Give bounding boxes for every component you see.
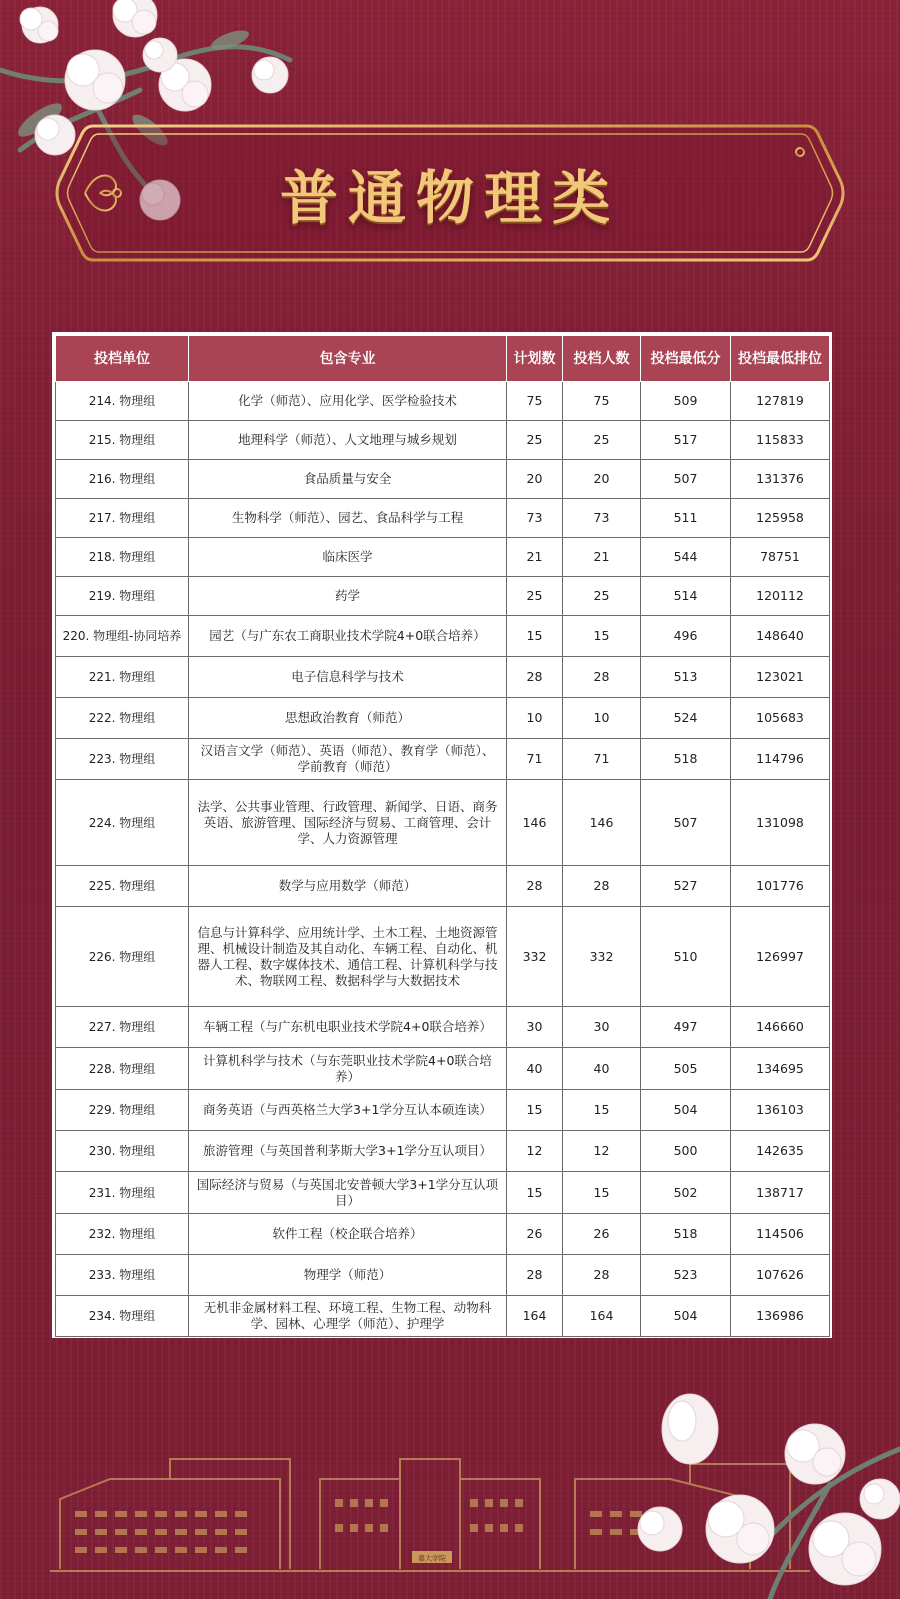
cell-unit: 216. 物理组 <box>56 460 189 499</box>
cell-major: 法学、公共事业管理、行政管理、新闻学、日语、商务英语、旅游管理、国际经济与贸易、工商管理、会计学、人力资源管理 <box>189 780 507 866</box>
header-min-score: 投档最低分 <box>641 336 731 382</box>
cell-plan: 12 <box>507 1131 563 1172</box>
cell-major: 汉语言文学（师范）、英语（师范）、教育学（师范）、学前教育（师范） <box>189 739 507 780</box>
cell-unit: 228. 物理组 <box>56 1048 189 1090</box>
cell-unit: 229. 物理组 <box>56 1090 189 1131</box>
cell-admitted: 75 <box>563 382 641 421</box>
cell-plan: 164 <box>507 1296 563 1337</box>
cell-major: 物理学（师范） <box>189 1255 507 1296</box>
table-row <box>56 1131 830 1172</box>
cell-plan: 146 <box>507 780 563 866</box>
cell-min-score: 504 <box>641 1090 731 1131</box>
table-row <box>56 538 830 577</box>
cell-min-rank: 125958 <box>731 499 830 538</box>
cell-major: 无机非金属材料工程、环境工程、生物工程、动物科学、园林、心理学（师范）、护理学 <box>189 1296 507 1337</box>
cell-min-rank: 131376 <box>731 460 830 499</box>
cell-min-score: 513 <box>641 657 731 698</box>
cell-major: 临床医学 <box>189 538 507 577</box>
building-label: 嘉大学院 <box>418 1554 446 1563</box>
cell-major: 化学（师范）、应用化学、医学检验技术 <box>189 382 507 421</box>
cell-plan: 20 <box>507 460 563 499</box>
cell-unit: 225. 物理组 <box>56 866 189 907</box>
cell-unit: 232. 物理组 <box>56 1214 189 1255</box>
cell-admitted: 10 <box>563 698 641 739</box>
table-row <box>56 1296 830 1337</box>
cell-plan: 30 <box>507 1007 563 1048</box>
cell-major: 生物科学（师范）、园艺、食品科学与工程 <box>189 499 507 538</box>
cell-admitted: 332 <box>563 907 641 1007</box>
cell-min-rank: 114506 <box>731 1214 830 1255</box>
table-row <box>56 382 830 421</box>
cell-min-rank: 136103 <box>731 1090 830 1131</box>
cell-major: 软件工程（校企联合培养） <box>189 1214 507 1255</box>
title-banner <box>55 122 845 264</box>
cell-plan: 71 <box>507 739 563 780</box>
cell-min-score: 514 <box>641 577 731 616</box>
cell-plan: 28 <box>507 657 563 698</box>
header-plan: 计划数 <box>507 336 563 382</box>
page-title: 普通物理类 <box>279 164 620 232</box>
header-unit: 投档单位 <box>56 336 189 382</box>
cell-unit: 221. 物理组 <box>56 657 189 698</box>
cell-major: 车辆工程（与广东机电职业技术学院4+0联合培养） <box>189 1007 507 1048</box>
cell-admitted: 40 <box>563 1048 641 1090</box>
cell-min-rank: 138717 <box>731 1172 830 1214</box>
cell-major: 数学与应用数学（师范） <box>189 866 507 907</box>
cell-min-rank: 105683 <box>731 698 830 739</box>
cell-min-score: 524 <box>641 698 731 739</box>
table-row <box>56 1172 830 1214</box>
cell-unit: 224. 物理组 <box>56 780 189 866</box>
cell-min-score: 518 <box>641 739 731 780</box>
table-row <box>56 460 830 499</box>
cell-admitted: 28 <box>563 1255 641 1296</box>
cell-major: 信息与计算科学、应用统计学、土木工程、土地资源管理、机械设计制造及其自动化、车辆工程、自动化、机器人工程、数字媒体技术、通信工程、计算机科学与技术、物联网工程、数据科学与大数据技术 <box>189 907 507 1007</box>
cell-min-score: 518 <box>641 1214 731 1255</box>
cell-major: 食品质量与安全 <box>189 460 507 499</box>
cell-min-score: 502 <box>641 1172 731 1214</box>
cell-min-rank: 114796 <box>731 739 830 780</box>
admission-table <box>52 332 832 1338</box>
cell-major: 旅游管理（与英国普利茅斯大学3+1学分互认项目） <box>189 1131 507 1172</box>
table-row <box>56 739 830 780</box>
table-row <box>56 616 830 657</box>
table-row <box>56 657 830 698</box>
cell-min-rank: 107626 <box>731 1255 830 1296</box>
table-row <box>56 1214 830 1255</box>
cell-unit: 234. 物理组 <box>56 1296 189 1337</box>
cell-unit: 219. 物理组 <box>56 577 189 616</box>
cell-major: 药学 <box>189 577 507 616</box>
cell-min-rank: 127819 <box>731 382 830 421</box>
header-min-rank: 投档最低排位 <box>731 336 830 382</box>
cell-min-score: 523 <box>641 1255 731 1296</box>
cell-plan: 10 <box>507 698 563 739</box>
table-row <box>56 1255 830 1296</box>
cell-admitted: 21 <box>563 538 641 577</box>
cell-plan: 75 <box>507 382 563 421</box>
cell-unit: 226. 物理组 <box>56 907 189 1007</box>
table-row <box>56 1007 830 1048</box>
cell-major: 计算机科学与技术（与东莞职业技术学院4+0联合培养） <box>189 1048 507 1090</box>
cell-plan: 25 <box>507 421 563 460</box>
cell-unit: 223. 物理组 <box>56 739 189 780</box>
cell-min-rank: 146660 <box>731 1007 830 1048</box>
cell-plan: 15 <box>507 1090 563 1131</box>
cell-admitted: 20 <box>563 460 641 499</box>
table-header-row <box>56 336 830 382</box>
cell-min-rank: 142635 <box>731 1131 830 1172</box>
cell-min-score: 497 <box>641 1007 731 1048</box>
cell-min-score: 509 <box>641 382 731 421</box>
cell-min-score: 511 <box>641 499 731 538</box>
table-row <box>56 499 830 538</box>
cell-unit: 227. 物理组 <box>56 1007 189 1048</box>
cell-admitted: 146 <box>563 780 641 866</box>
cell-major: 地理科学（师范）、人文地理与城乡规划 <box>189 421 507 460</box>
cell-unit: 230. 物理组 <box>56 1131 189 1172</box>
header-admitted: 投档人数 <box>563 336 641 382</box>
cell-min-score: 504 <box>641 1296 731 1337</box>
cell-min-score: 527 <box>641 866 731 907</box>
cell-plan: 28 <box>507 866 563 907</box>
cell-admitted: 12 <box>563 1131 641 1172</box>
cell-plan: 40 <box>507 1048 563 1090</box>
cell-major: 园艺（与广东农工商职业技术学院4+0联合培养） <box>189 616 507 657</box>
cell-unit: 218. 物理组 <box>56 538 189 577</box>
cell-min-score: 505 <box>641 1048 731 1090</box>
cell-unit: 222. 物理组 <box>56 698 189 739</box>
cell-plan: 73 <box>507 499 563 538</box>
cell-unit: 220. 物理组-协同培养 <box>56 616 189 657</box>
cell-admitted: 25 <box>563 577 641 616</box>
cell-min-rank: 148640 <box>731 616 830 657</box>
cell-admitted: 25 <box>563 421 641 460</box>
cell-min-rank: 78751 <box>731 538 830 577</box>
cell-plan: 15 <box>507 1172 563 1214</box>
table-row <box>56 698 830 739</box>
table-row <box>56 866 830 907</box>
table-row <box>56 780 830 866</box>
cell-unit: 214. 物理组 <box>56 382 189 421</box>
cell-major: 国际经济与贸易（与英国北安普顿大学3+1学分互认项目） <box>189 1172 507 1214</box>
cell-plan: 332 <box>507 907 563 1007</box>
cell-unit: 215. 物理组 <box>56 421 189 460</box>
cell-admitted: 15 <box>563 616 641 657</box>
cell-admitted: 73 <box>563 499 641 538</box>
cell-plan: 25 <box>507 577 563 616</box>
cell-min-rank: 115833 <box>731 421 830 460</box>
cell-unit: 233. 物理组 <box>56 1255 189 1296</box>
cell-major: 电子信息科学与技术 <box>189 657 507 698</box>
cell-min-rank: 126997 <box>731 907 830 1007</box>
cell-min-rank: 101776 <box>731 866 830 907</box>
cell-admitted: 28 <box>563 866 641 907</box>
cell-min-score: 507 <box>641 460 731 499</box>
header-major: 包含专业 <box>189 336 507 382</box>
cell-admitted: 15 <box>563 1172 641 1214</box>
cell-admitted: 164 <box>563 1296 641 1337</box>
cell-min-rank: 120112 <box>731 577 830 616</box>
cell-min-score: 500 <box>641 1131 731 1172</box>
cell-min-score: 517 <box>641 421 731 460</box>
cell-min-score: 507 <box>641 780 731 866</box>
cell-plan: 21 <box>507 538 563 577</box>
table-row <box>56 1090 830 1131</box>
cell-min-rank: 131098 <box>731 780 830 866</box>
cell-min-score: 510 <box>641 907 731 1007</box>
cell-min-rank: 134695 <box>731 1048 830 1090</box>
cell-unit: 217. 物理组 <box>56 499 189 538</box>
cell-admitted: 15 <box>563 1090 641 1131</box>
cell-admitted: 71 <box>563 739 641 780</box>
table-row <box>56 421 830 460</box>
table-row <box>56 907 830 1007</box>
magnolia-branch-bottom-icon <box>630 1389 900 1599</box>
cell-major: 思想政治教育（师范） <box>189 698 507 739</box>
cell-plan: 26 <box>507 1214 563 1255</box>
cell-min-rank: 123021 <box>731 657 830 698</box>
cell-min-score: 544 <box>641 538 731 577</box>
cell-admitted: 28 <box>563 657 641 698</box>
cell-plan: 15 <box>507 616 563 657</box>
cell-admitted: 30 <box>563 1007 641 1048</box>
table-row <box>56 577 830 616</box>
table-row <box>56 1048 830 1090</box>
cell-unit: 231. 物理组 <box>56 1172 189 1214</box>
cell-plan: 28 <box>507 1255 563 1296</box>
cell-admitted: 26 <box>563 1214 641 1255</box>
cell-major: 商务英语（与西英格兰大学3+1学分互认本硕连读） <box>189 1090 507 1131</box>
cell-min-score: 496 <box>641 616 731 657</box>
cell-min-rank: 136986 <box>731 1296 830 1337</box>
